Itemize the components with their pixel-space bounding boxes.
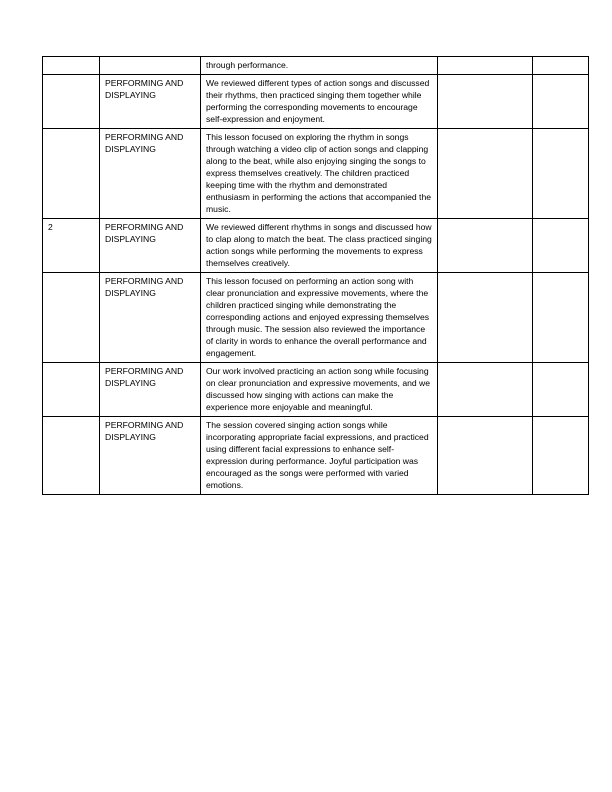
strand-cell: PERFORMING AND DISPLAYING <box>100 129 201 219</box>
strand-cell: PERFORMING AND DISPLAYING <box>100 273 201 363</box>
empty-cell <box>438 363 533 417</box>
empty-cell <box>438 219 533 273</box>
week-cell <box>43 57 100 75</box>
week-cell <box>43 129 100 219</box>
strand-cell: PERFORMING AND DISPLAYING <box>100 363 201 417</box>
empty-cell <box>438 75 533 129</box>
week-cell <box>43 363 100 417</box>
table-row <box>43 57 589 75</box>
empty-cell <box>438 57 533 75</box>
week-cell <box>43 273 100 363</box>
strand-cell <box>100 57 201 75</box>
empty-cell <box>533 129 589 219</box>
week-cell <box>43 75 100 129</box>
table-row <box>43 219 589 273</box>
empty-cell <box>438 417 533 495</box>
description-cell: through performance. <box>201 57 438 75</box>
empty-cell <box>533 57 589 75</box>
lesson-log-table <box>42 56 589 495</box>
empty-cell <box>533 417 589 495</box>
description-cell: We reviewed different rhythms in songs and discussed how to clap along to match the beat. The class practiced singing action songs while performing the movements to express themselves creatively. <box>201 219 438 273</box>
table-row <box>43 129 589 219</box>
description-cell: This lesson focused on exploring the rhythm in songs through watching a video clip of action songs and clapping along to the beat, while also enjoying singing the songs to express themselves creatively. The children practiced keeping time with the rhythm and demonstrated enthusiasm in performing the actions that accompanied the music. <box>201 129 438 219</box>
description-cell: The session covered singing action songs while incorporating appropriate facial expressions, and practiced using different facial expressions to enhance self-expression during performance. Joyful participation was encouraged as the songs were performed with varied emotions. <box>201 417 438 495</box>
description-cell: This lesson focused on performing an action song with clear pronunciation and expressive movements, where the children practiced singing while demonstrating the corresponding actions and enjoyed expressing themselves through music. The session also reviewed the importance of clarity in words to enhance the overall performance and engagement. <box>201 273 438 363</box>
table-row <box>43 363 589 417</box>
strand-cell: PERFORMING AND DISPLAYING <box>100 219 201 273</box>
table-row <box>43 75 589 129</box>
strand-cell: PERFORMING AND DISPLAYING <box>100 417 201 495</box>
empty-cell <box>438 273 533 363</box>
empty-cell <box>533 219 589 273</box>
description-cell: We reviewed different types of action songs and discussed their rhythms, then practiced singing them together while performing the corresponding movements to encourage self-expression and enjoyment. <box>201 75 438 129</box>
table-row <box>43 417 589 495</box>
week-cell: 2 <box>43 219 100 273</box>
table-row <box>43 273 589 363</box>
empty-cell <box>533 273 589 363</box>
strand-cell: PERFORMING AND DISPLAYING <box>100 75 201 129</box>
empty-cell <box>533 75 589 129</box>
description-cell: Our work involved practicing an action song while focusing on clear pronunciation and expressive movements, and we discussed how singing with actions can make the experience more enjoyable and meaningful. <box>201 363 438 417</box>
empty-cell <box>533 363 589 417</box>
week-cell <box>43 417 100 495</box>
empty-cell <box>438 129 533 219</box>
